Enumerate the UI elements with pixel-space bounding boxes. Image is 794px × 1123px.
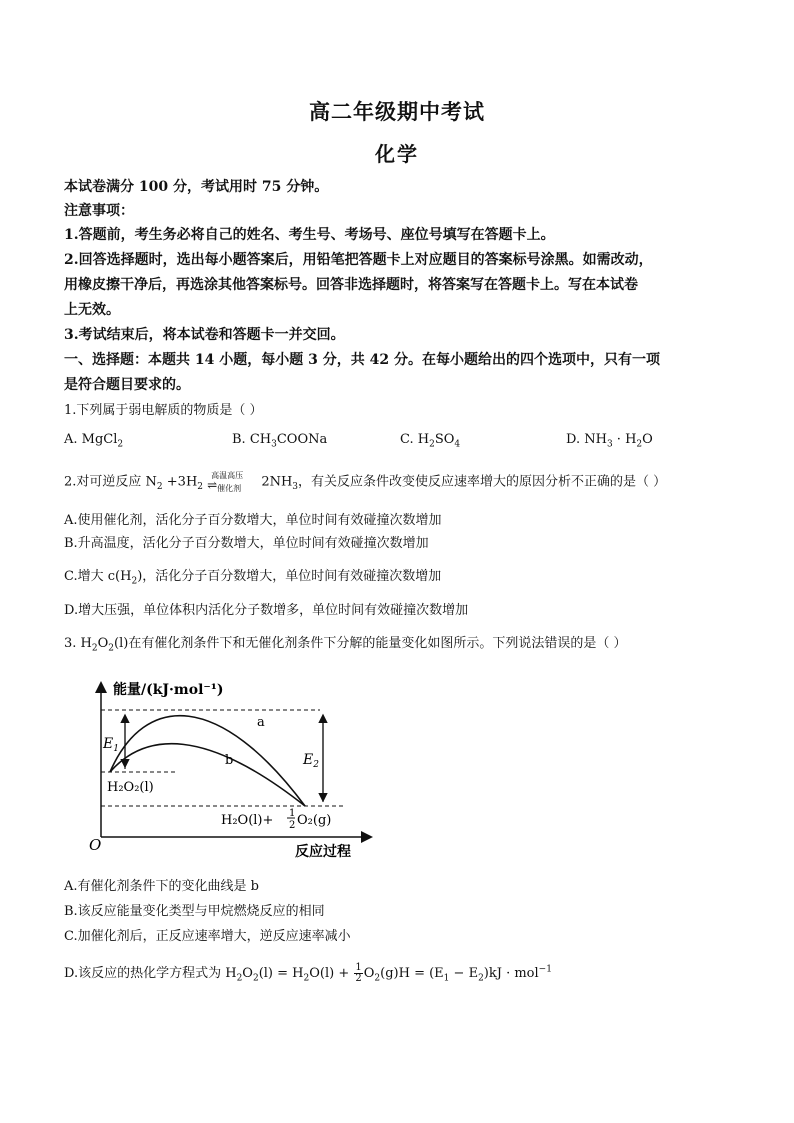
q2-option-d: D.增大压强，单位体积内活化分子数增多，单位时间有效碰撞次数增加 [64,603,469,618]
q2-stem: 2.对可逆反应 $N_2 +3H_2$ 高温高压 ⇌ 催化剂 $2NH_3$，有关反应条件改变使反应速率增大的原因分析不正确的是（ ） [64,471,667,493]
note-2c: 上无效。 [64,302,120,318]
q3-option-a: A.有催化剂条件下的变化曲线是 b [64,879,259,894]
product-frac-num: 1 [289,808,296,819]
curve-b [110,744,305,806]
q1-option-a: A. MgCl$_2$ [64,432,124,450]
q3-option-c: C.加催化剂后，正反应速率增大，逆反应速率减小 [64,929,351,944]
section-heading-a: 一、选择题：本题共 14 小题，每小题 3 分，共 42 分。在每小题给出的四个选项中，只有一项 [64,352,660,368]
q2-option-a: A.使用催化剂，活化分子百分数增大，单位时间有效碰撞次数增加 [64,513,442,528]
score-info: 本试卷满分 100 分，考试用时 75 分钟。 [64,179,329,195]
e2-label: $E_2$ [303,752,319,770]
subject-title: 化学 [375,142,419,166]
x-axis-label: 反应过程 [295,844,351,860]
section-heading-b: 是符合题目要求的。 [64,377,190,393]
product-frac-den: 2 [289,820,296,831]
note-2a: 2.回答选择题时，选出每小题答案后，用铅笔把答题卡上对应题目的答案标号涂黑。如需改动， [64,252,653,268]
note-3: 3.考试结束后，将本试卷和答题卡一并交回。 [64,327,345,343]
reversible-arrow-icon: 高温高压 ⇌ 催化剂 [207,471,244,493]
q3-option-b: B.该反应能量变化类型与甲烷燃烧反应的相同 [64,904,325,919]
e1-label: $E_1$ [103,736,119,754]
q3-option-d: D.该反应的热化学方程式为 $H_2O_2(l) = H_2O(l)$ + $\frac{1}{2}$ $O_2(g)H = (E_1 - E_2)kJ \cdot mol^{-1}$ [64,962,552,984]
origin-label: O [89,836,102,854]
exam-title: 高二年级期中考试 [309,99,485,124]
energy-diagram [85,672,385,867]
curve-b-label: b [225,753,234,768]
q1-option-d: D. $NH_3 \cdot H_2O$ [566,432,653,450]
reactant-label: H₂O₂(l) [107,780,154,795]
q1-option-b: B. $CH_3COONa$ [232,432,328,450]
note-1: 1.答题前，考生务必将自己的姓名、考生号、考场号、座位号填写在答题卡上。 [64,227,555,243]
product-label: H₂O(l)+ [221,813,274,828]
q2-option-c: C.增大 $c(H_2)$，活化分子百分数增大，单位时间有效碰撞次数增加 [64,569,442,587]
note-2b: 用橡皮擦干净后，再选涂其他答案标号。回答非选择题时，将答案写在答题卡上。写在本试卷 [64,277,638,293]
notes-title: 注意事项： [64,203,134,219]
q1-stem: 1.下列属于弱电解质的物质是（ ） [64,403,263,418]
curve-a-label: a [257,715,265,730]
half-fraction: $\frac{1}{2}$ [355,962,362,984]
y-axis-label: 能量/(kJ·mol⁻¹) [113,682,224,698]
q1-option-c: C. $H_2SO_4$ [400,432,461,450]
q2-option-b: B.升高温度，活化分子百分数增大，单位时间有效碰撞次数增加 [64,536,429,551]
q3-stem: 3. $H_2O_2(l)$在有催化剂条件下和无催化剂条件下分解的能量变化如图所示。下列说法错误的是（ ） [64,636,627,654]
product-label-tail: O₂(g) [297,813,332,828]
